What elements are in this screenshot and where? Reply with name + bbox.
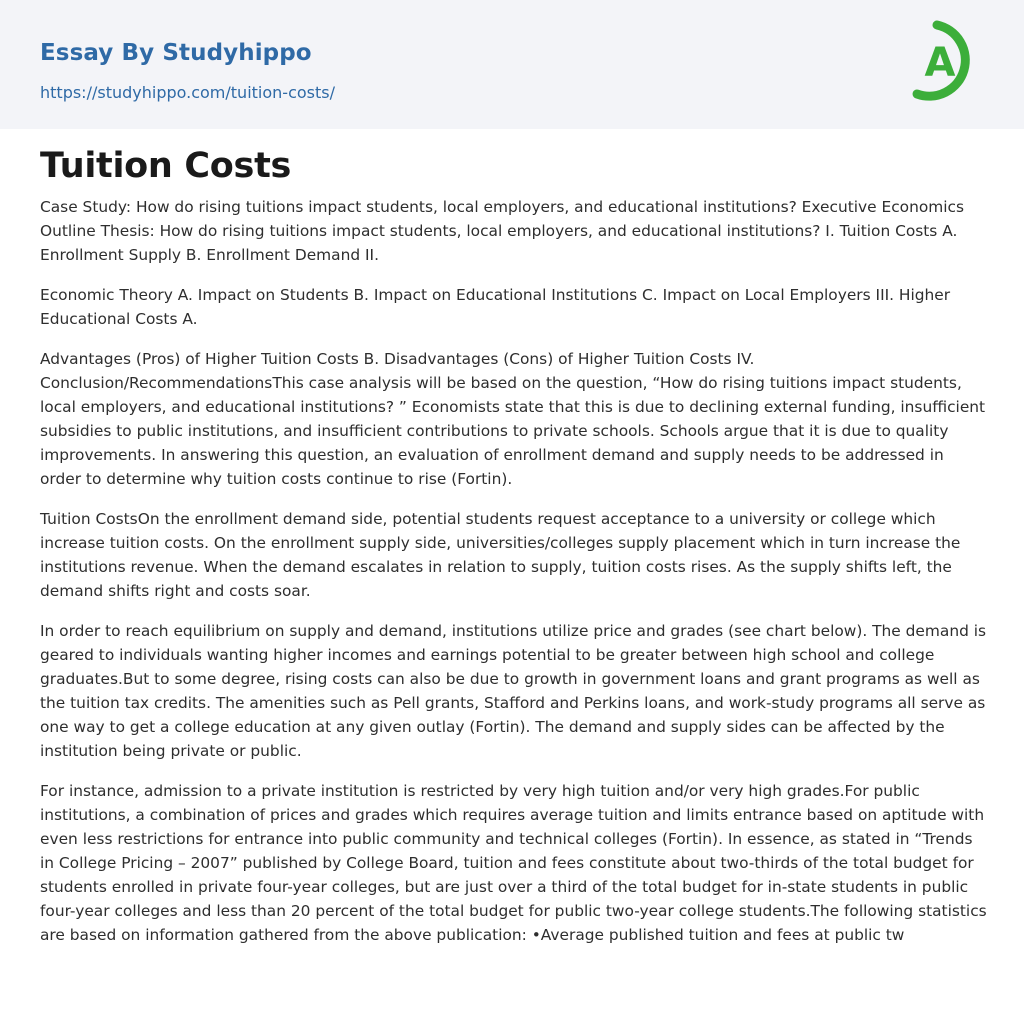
paragraph: Case Study: How do rising tuitions impact students, local employers, and educational institutions? Executive Economics Outline Thesis: How do rising tuitions impact students, local employers, and educational institutions? I. Tuition Costs A. Enrollment Supply B. Enrollment Demand II. (40, 198, 965, 264)
article-body (40, 195, 988, 963)
paragraph: Advantages (Pros) of Higher Tuition Costs B. Disadvantages (Cons) of Higher Tuition Costs IV. Conclusion/RecommendationsThis case analysis will be based on the question, “How do rising tuitions impact students, local employers, and educational institutions? ” Economists state that this is due to declining external funding, insufficient subsidies to public institutions, and insufficient contributions to private schools. Schools argue that it is due to quality improvements. In answering this question, an evaluation of enrollment demand and supply needs to be addressed in order to determine why tuition costs continue to rise (Fortin). (40, 350, 986, 488)
essay-url-link[interactable]: https://studyhippo.com/tuition-costs/ (40, 83, 335, 102)
paragraph: For instance, admission to a private institution is restricted by very high tuition and/or very high grades.For public institutions, a combination of prices and grades which requires average tuition and limits entrance based on aptitude with even less restrictions for entrance into public community and technical colleges (Fortin). In essence, as stated in “Trends in College Pricing – 2007” published by College Board, tuition and fees constitute about two-thirds of the total budget for students enrolled in private four-year colleges, but are just over a third of the total budget for in-state students in public four-year colleges and less than 20 percent of the total budget for public two-year college students.The following statistics are based on information gathered from the above publication: •Average published tuition and fees at public tw (40, 782, 987, 944)
site-header (0, 0, 1024, 129)
paragraph: Tuition CostsOn the enrollment demand side, potential students request acceptance to a university or college which increase tuition costs. On the enrollment supply side, universities/colleges supply placement which in turn increase the institutions revenue. When the demand escalates in relation to supply, tuition costs rises. As the supply shifts left, the demand shifts right and costs soar. (40, 510, 961, 600)
page-title: Tuition Costs (40, 146, 292, 186)
logo-letter: A (924, 40, 956, 86)
paragraph: In order to reach equilibrium on supply and demand, institutions utilize price and grades (see chart below). The demand is geared to individuals wanting higher incomes and earnings potential to be greater between high school and college graduates.But to some degree, rising costs can also be due to growth in government loans and grant programs as well as the tuition tax credits. The amenities such as Pell grants, Stafford and Perkins loans, and work-study programs all serve as one way to get a college education at any given outlay (Fortin). The demand and supply sides can be affected by the institution being private or public. (40, 622, 987, 760)
site-brand: Essay By Studyhippo (40, 40, 312, 66)
studyhippo-logo-icon[interactable] (907, 18, 987, 106)
paragraph: Economic Theory A. Impact on Students B. Impact on Educational Institutions C. Impact on Local Employers III. Higher Educational Costs A. (40, 286, 951, 328)
